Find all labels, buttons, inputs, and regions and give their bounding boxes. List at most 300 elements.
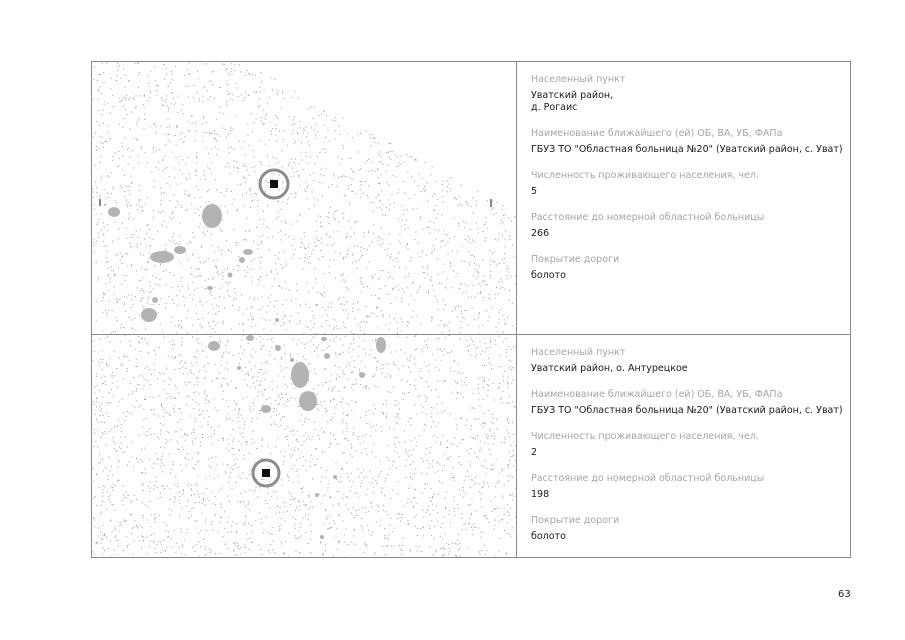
map-dot: [136, 400, 137, 401]
map-dot: [252, 167, 253, 168]
map-dot: [300, 258, 301, 259]
map-dot: [496, 344, 497, 345]
map-dot: [124, 175, 125, 176]
map-dot: [454, 515, 455, 516]
map-dot: [236, 245, 237, 246]
map-dot: [371, 275, 372, 276]
map-dot: [282, 188, 283, 189]
map-dot: [145, 397, 146, 398]
map-dot: [137, 121, 138, 122]
map-dot: [303, 435, 304, 436]
map-dot: [244, 504, 245, 505]
map-dot: [141, 148, 142, 149]
map-dot: [307, 327, 308, 328]
map-dot: [178, 443, 179, 444]
map-dot: [297, 538, 298, 539]
map-dot: [374, 171, 375, 172]
map-dot: [421, 191, 422, 192]
map-dot: [249, 269, 250, 270]
map-dot: [195, 213, 196, 214]
map-dot: [110, 502, 111, 503]
map-dot: [171, 92, 172, 93]
map-dot: [182, 366, 183, 367]
map-dot: [399, 418, 400, 419]
map-dot: [106, 363, 107, 364]
map-dot: [161, 298, 162, 299]
map-dot: [412, 283, 413, 284]
map-dot: [159, 438, 160, 439]
map-dot: [503, 497, 504, 498]
map-dot: [443, 555, 444, 556]
map-dot: [314, 107, 315, 108]
map-dot: [479, 450, 480, 451]
map-dot: [389, 315, 390, 316]
map-dot: [251, 113, 252, 114]
map-dot: [369, 470, 370, 471]
map-dot: [502, 222, 503, 223]
map-dot: [226, 81, 227, 82]
map-dot: [225, 129, 226, 130]
map-dot: [374, 386, 375, 387]
map-dot: [245, 97, 246, 98]
map-dot: [420, 368, 421, 369]
map-dot: [123, 412, 124, 413]
map-dot: [221, 507, 222, 508]
map-dot: [408, 248, 409, 249]
map-dot: [249, 453, 250, 454]
map-dot: [289, 236, 290, 237]
map-dot: [102, 535, 103, 536]
map-dot: [115, 254, 116, 255]
map-dot: [202, 437, 203, 438]
map-dot: [492, 208, 493, 209]
map-dot: [478, 233, 479, 234]
map-dot: [363, 287, 364, 288]
map-dot: [298, 482, 299, 483]
map-dot: [305, 532, 306, 533]
map-dot: [303, 356, 304, 357]
map-dot: [212, 203, 213, 204]
map-dot: [136, 359, 137, 360]
map-dot: [122, 500, 123, 501]
map-dot: [429, 497, 430, 498]
map-dot: [187, 244, 188, 245]
map-dot: [285, 521, 286, 522]
map-dot: [300, 152, 301, 153]
map-dot: [408, 499, 409, 500]
map-dot: [378, 241, 379, 242]
map-dot: [275, 513, 276, 514]
map-dot: [152, 239, 153, 240]
map-dot: [179, 368, 180, 369]
map-dot: [277, 498, 278, 499]
map-dot: [290, 354, 291, 355]
map-dot: [281, 287, 282, 288]
map-dot: [514, 406, 515, 407]
map-dot: [112, 490, 113, 491]
map-dot: [346, 428, 347, 429]
map-dot: [160, 324, 161, 325]
map-dot: [304, 236, 305, 237]
map-dot: [366, 386, 367, 387]
map-dot: [188, 130, 189, 131]
map-dot: [125, 138, 126, 139]
map-dot: [154, 266, 155, 267]
map-dot: [501, 496, 502, 497]
map-dot: [408, 456, 409, 457]
map-dot: [147, 380, 148, 381]
map-dot: [144, 338, 145, 339]
map-dot: [426, 448, 427, 449]
map-dot: [335, 463, 336, 464]
map-dot: [270, 77, 271, 78]
map-dot: [119, 357, 120, 358]
map-dot: [360, 133, 361, 134]
map-dot: [313, 345, 314, 346]
map-dot: [115, 331, 116, 332]
map-dot: [252, 269, 253, 270]
map-dot: [106, 444, 107, 445]
map-dot: [485, 554, 486, 555]
map-dot: [136, 391, 137, 392]
map-dot: [286, 222, 287, 223]
map-dot: [495, 496, 496, 497]
map-dot: [135, 330, 136, 331]
map-dot: [180, 464, 181, 465]
settlement-label: Населенный пункт: [531, 74, 626, 85]
map-dot: [231, 68, 232, 69]
map-dot: [302, 243, 303, 244]
map-dot: [147, 197, 148, 198]
map-dot: [343, 494, 344, 495]
map-dot: [430, 279, 431, 280]
map-dot: [162, 160, 163, 161]
map-dot: [338, 481, 339, 482]
map-dot: [291, 300, 292, 301]
map-dot: [423, 189, 424, 190]
map-dot: [228, 84, 229, 85]
map-dot: [107, 193, 108, 194]
map-dot: [487, 438, 488, 439]
map-dot: [289, 321, 290, 322]
map-dot: [503, 205, 504, 206]
map-dot: [412, 209, 413, 210]
map-dot: [238, 168, 239, 169]
map-dot: [191, 372, 192, 373]
map-dot: [174, 358, 175, 359]
map-dot: [105, 283, 106, 284]
map-dot: [342, 401, 343, 402]
map-dot: [163, 540, 164, 541]
map-dot: [436, 463, 437, 464]
map-dot: [169, 488, 170, 489]
map-dot: [205, 261, 206, 262]
map-dot: [96, 373, 97, 374]
map-dot: [327, 315, 328, 316]
map-dot: [165, 303, 166, 304]
map-dot: [236, 404, 237, 405]
map-dot: [208, 400, 209, 401]
map-dot: [154, 514, 155, 515]
map-dot: [278, 201, 279, 202]
map-dot: [169, 176, 170, 177]
map-dot: [298, 449, 299, 450]
map-dot: [498, 293, 499, 294]
map-dot: [425, 395, 426, 396]
map-dot: [483, 297, 484, 298]
map-dot: [178, 408, 179, 409]
map-dot: [286, 502, 287, 503]
map-dot: [100, 415, 101, 416]
map-dot: [283, 202, 284, 203]
map-dot: [267, 186, 268, 187]
map-dot: [457, 251, 458, 252]
map-dot: [226, 448, 227, 449]
map-dot: [206, 395, 207, 396]
map-dot: [161, 224, 162, 225]
map-dot: [118, 480, 119, 481]
map-dot: [294, 143, 295, 144]
map-dot: [421, 473, 422, 474]
map-dot: [509, 290, 510, 291]
map-dot: [303, 518, 304, 519]
map-dot: [489, 294, 490, 295]
map-dot: [410, 356, 411, 357]
map-dot: [334, 413, 335, 414]
map-dot: [111, 193, 112, 194]
map-dot: [113, 106, 114, 107]
map-dot: [183, 546, 184, 547]
map-dot: [505, 439, 506, 440]
map-dot: [454, 500, 455, 501]
map-dot: [170, 473, 171, 474]
map-dot: [219, 227, 220, 228]
map-dot: [200, 262, 201, 263]
map-dot: [367, 195, 368, 196]
map-dot: [107, 413, 108, 414]
map-dot: [162, 105, 163, 106]
map-dot: [502, 209, 503, 210]
map-dot: [431, 407, 432, 408]
map-dot: [288, 199, 289, 200]
map-dot: [252, 348, 253, 349]
map-dot: [410, 156, 411, 157]
map-dot: [203, 493, 204, 494]
map-dot: [183, 489, 184, 490]
map-dot: [474, 319, 475, 320]
map-dot: [349, 352, 350, 353]
map-dot: [432, 496, 433, 497]
map-dot: [505, 324, 506, 325]
map-dot: [223, 353, 224, 354]
map-dot: [397, 414, 398, 415]
map-dot: [198, 319, 199, 320]
map-dot: [462, 529, 463, 530]
map-dot: [198, 343, 199, 344]
map-dot: [310, 461, 311, 462]
map-dot: [154, 123, 155, 124]
map-dot: [493, 261, 494, 262]
map-dot: [434, 249, 435, 250]
map-dot: [119, 98, 120, 99]
map-dot: [267, 503, 268, 504]
map-dot: [161, 98, 162, 99]
map-dot: [251, 276, 252, 277]
map-dot: [324, 286, 325, 287]
map-dot: [134, 318, 135, 319]
map-dot: [283, 98, 284, 99]
map-dot: [423, 517, 424, 518]
map-dot: [339, 540, 340, 541]
map-dot: [212, 72, 213, 73]
map-dot: [293, 119, 294, 120]
map-dot: [477, 435, 478, 436]
map-dot: [103, 312, 104, 313]
map-dot: [318, 355, 319, 356]
map-dot: [349, 454, 350, 455]
map-dot: [259, 91, 260, 92]
map-dot: [291, 397, 292, 398]
map-dot: [378, 327, 379, 328]
map-dot: [205, 179, 206, 180]
map-dot: [294, 465, 295, 466]
map-dot: [509, 396, 510, 397]
map-dot: [419, 173, 420, 174]
map-dot: [165, 530, 166, 531]
map-dot: [321, 226, 322, 227]
map-dot: [343, 413, 344, 414]
map-dot: [415, 335, 416, 336]
map-dot: [508, 368, 509, 369]
map-dot: [281, 221, 282, 222]
map-dot: [133, 304, 134, 305]
map-dot: [286, 300, 287, 301]
map-dot: [407, 325, 408, 326]
map-dot: [364, 552, 365, 553]
map-dot: [342, 159, 343, 160]
map-dot: [131, 247, 132, 248]
map-dot: [162, 158, 163, 159]
map-dot: [102, 110, 103, 111]
map-dot: [304, 261, 305, 262]
map-dot: [236, 83, 237, 84]
map-dot: [512, 326, 513, 327]
map-dot: [255, 387, 256, 388]
map-dot: [425, 484, 426, 485]
map-dot: [136, 95, 137, 96]
map-dot: [310, 363, 311, 364]
map-dot: [502, 281, 503, 282]
map-dot: [509, 300, 510, 301]
map-dot: [323, 111, 324, 112]
map-dot: [479, 405, 480, 406]
map-dot: [366, 306, 367, 307]
map-dot: [332, 120, 333, 121]
map-dot: [305, 418, 306, 419]
map-dot: [166, 167, 167, 168]
map-dot: [151, 514, 152, 515]
map-dot: [290, 494, 291, 495]
map-dot: [406, 220, 407, 221]
map-dot: [328, 487, 329, 488]
map-dot: [167, 393, 168, 394]
map-dot: [475, 269, 476, 270]
map-dot: [404, 209, 405, 210]
map-dot: [199, 369, 200, 370]
map-dot: [393, 288, 394, 289]
map-dot: [227, 522, 228, 523]
map-dot: [169, 377, 170, 378]
map-dot: [283, 461, 284, 462]
map-dot: [363, 387, 364, 388]
map-dot: [432, 498, 433, 499]
map-dot: [175, 476, 176, 477]
map-dot: [121, 101, 122, 102]
map-dot: [145, 203, 146, 204]
map-dot: [322, 451, 323, 452]
map-dot: [171, 398, 172, 399]
map-dot: [245, 276, 246, 277]
map-dot: [306, 182, 307, 183]
map-dot: [200, 206, 201, 207]
map-dot: [465, 222, 466, 223]
map-dot: [369, 262, 370, 263]
info-panel: [531, 347, 846, 557]
map-dot: [131, 307, 132, 308]
map-dot: [307, 133, 308, 134]
map-dot: [237, 242, 238, 243]
map-dot: [149, 281, 150, 282]
map-dot: [423, 461, 424, 462]
map-dot: [474, 452, 475, 453]
map-dot: [232, 420, 233, 421]
map-dot: [123, 379, 124, 380]
map-dot: [402, 393, 403, 394]
map-dot: [292, 517, 293, 518]
map-dot: [276, 158, 277, 159]
map-dot: [490, 429, 491, 430]
map-dot: [234, 543, 235, 544]
map-dot: [177, 201, 178, 202]
map-dot: [484, 381, 485, 382]
map-dot: [360, 189, 361, 190]
map-dot: [497, 429, 498, 430]
map-dot: [161, 456, 162, 457]
map-dot: [207, 63, 208, 64]
map-dot: [447, 440, 448, 441]
map-dot: [143, 536, 144, 537]
map-dot: [490, 341, 491, 342]
map-dot: [187, 529, 188, 530]
map-dot: [375, 295, 376, 296]
map-dot: [509, 451, 510, 452]
map-dot: [328, 217, 329, 218]
map-dot: [121, 424, 122, 425]
map-dot: [255, 193, 256, 194]
map-dot: [409, 360, 410, 361]
map-dot: [118, 229, 119, 230]
map-dot: [326, 115, 327, 116]
map-dot: [353, 507, 354, 508]
map-dot: [266, 115, 267, 116]
map-dot: [302, 492, 303, 493]
map-dot: [174, 369, 175, 370]
map-dot: [93, 551, 94, 552]
map-dot: [131, 533, 132, 534]
map-dot: [129, 360, 130, 361]
map-dot: [363, 470, 364, 471]
map-dot: [334, 523, 335, 524]
